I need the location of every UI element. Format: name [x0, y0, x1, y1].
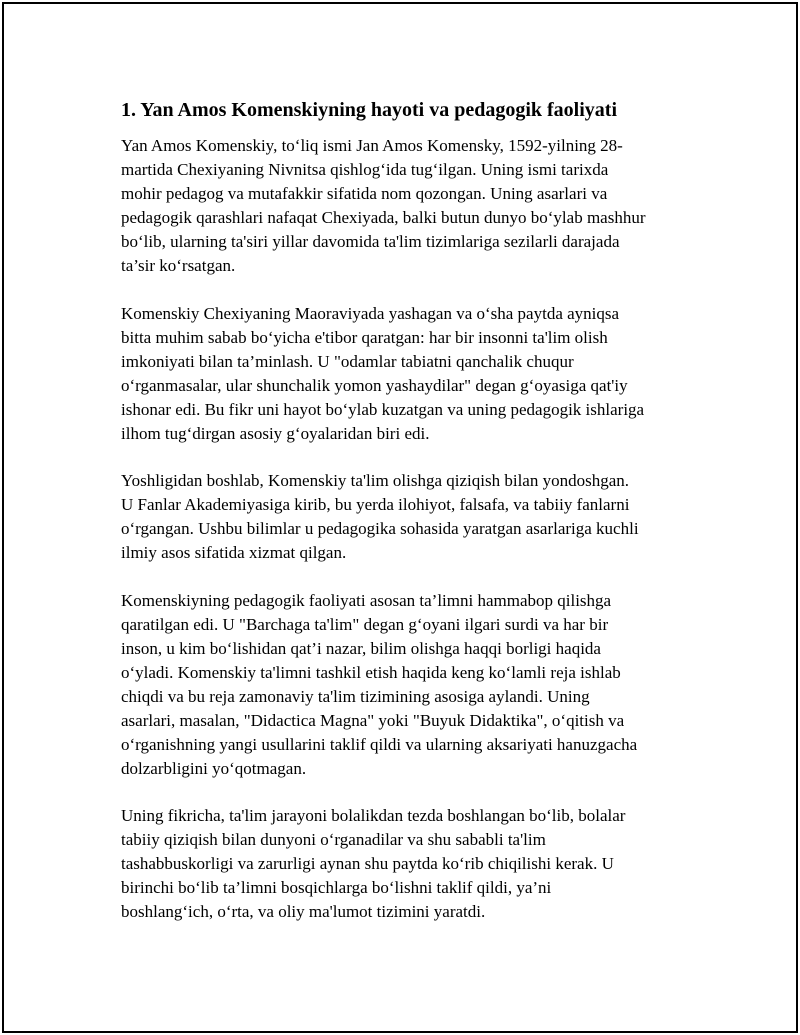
- paragraph-3: [121, 469, 701, 565]
- text-line: ta’sir ko‘rsatgan.: [121, 256, 236, 275]
- text-line: ilmiy asos sifatida xizmat qilgan.: [121, 543, 347, 562]
- text-line: ilhom tug‘dirgan asosiy g‘oyalaridan biri edi.: [121, 423, 430, 443]
- text-line: Komenskiy Chexiyaning Maoraviyada yashagan va o‘sha paytda ayniqsa: [121, 303, 620, 323]
- text-line: bitta muhim sabab bo‘yicha e'tibor qaratgan: har bir insonni ta'lim olish: [121, 327, 608, 347]
- text-line: bo‘lib, ularning ta'siri yillar davomida ta'lim tizimlariga sezilarli darajada: [121, 232, 620, 251]
- text-line: o‘yladi. Komenskiy ta'limni tashkil etish haqida keng ko‘lamli reja ishlab: [121, 662, 621, 682]
- text-line: chiqdi va bu reja zamonaviy ta'lim tizimining asosiga aylandi. Uning: [121, 686, 590, 706]
- text-line: Uning fikricha, ta'lim jarayoni bolalikdan tezda boshlangan bo‘lib, bolalar: [121, 806, 626, 825]
- text-line: tashabbuskorligi va zarurligi aynan shu paytda ko‘rib chiqilishi kerak. U: [121, 854, 614, 873]
- paragraph-4: [121, 589, 701, 781]
- text-line: ishonar edi. Bu fikr uni hayot bo‘ylab kuzatgan va uning pedagogik ishlariga: [121, 399, 645, 419]
- text-line: Komenskiyning pedagogik faoliyati asosan ta’limni hammabop qilishga: [121, 590, 612, 610]
- text-line: dolzarbligini yo‘qotmagan.: [121, 758, 307, 778]
- text-line: birinchi bo‘lib ta’limni bosqichlarga bo‘lishni taklif qildi, ya’ni: [121, 878, 552, 897]
- paragraph-1: [121, 134, 701, 278]
- text-line: o‘rganmasalar, ular shunchalik yomon yashaydilar" degan g‘oyasiga qat'iy: [121, 375, 628, 395]
- text-line: tabiiy qiziqish bilan dunyoni o‘rganadilar va shu sababli ta'lim: [121, 830, 546, 849]
- text-line: Yan Amos Komenskiy, to‘liq ismi Jan Amos Komensky, 1592-yilning 28-: [121, 136, 623, 155]
- text-line: o‘rganishning yangi usullarini taklif qildi va ularning aksariyati hanuzgacha: [121, 734, 638, 754]
- text-line: mohir pedagog va mutafakkir sifatida nom qozongan. Uning asarlari va: [121, 184, 608, 203]
- text-line: Yoshligidan boshlab, Komenskiy ta'lim olishga qiziqish bilan yondoshgan.: [121, 471, 630, 490]
- text-line: boshlang‘ich, o‘rta, va oliy ma'lumot tizimini yaratdi.: [121, 902, 486, 921]
- text-line: inson, u kim bo‘lishidan qat’i nazar, bilim olishga haqqi borligi haqida: [121, 638, 601, 658]
- text-line: qaratilgan edi. U "Barchaga ta'lim" degan g‘oyani ilgari surdi va har bir: [121, 614, 609, 634]
- text-line: pedagogik qarashlari nafaqat Chexiyada, balki butun dunyo bo‘ylab mashhur: [121, 208, 646, 227]
- paragraph-2: [121, 302, 701, 446]
- document-body: [121, 96, 701, 924]
- text-line: o‘rgangan. Ushbu bilimlar u pedagogika sohasida yaratgan asarlariga kuchli: [121, 519, 639, 538]
- text-line: imkoniyati bilan ta’minlash. U "odamlar tabiatni qanchalik chuqur: [121, 351, 574, 371]
- text-line: U Fanlar Akademiyasiga kirib, bu yerda ilohiyot, falsafa, va tabiiy fanlarni: [121, 495, 630, 514]
- text-line: asarlari, masalan, "Didactica Magna" yoki "Buyuk Didaktika", o‘qitish va: [121, 710, 625, 730]
- paragraph-5: [121, 804, 701, 924]
- section-heading: 1. Yan Amos Komenskiyning hayoti va pedagogik faoliyati: [121, 99, 618, 121]
- text-line: martida Chexiyaning Nivnitsa qishlog‘ida tug‘ilgan. Uning ismi tarixda: [121, 160, 609, 179]
- page-frame: [2, 2, 798, 1033]
